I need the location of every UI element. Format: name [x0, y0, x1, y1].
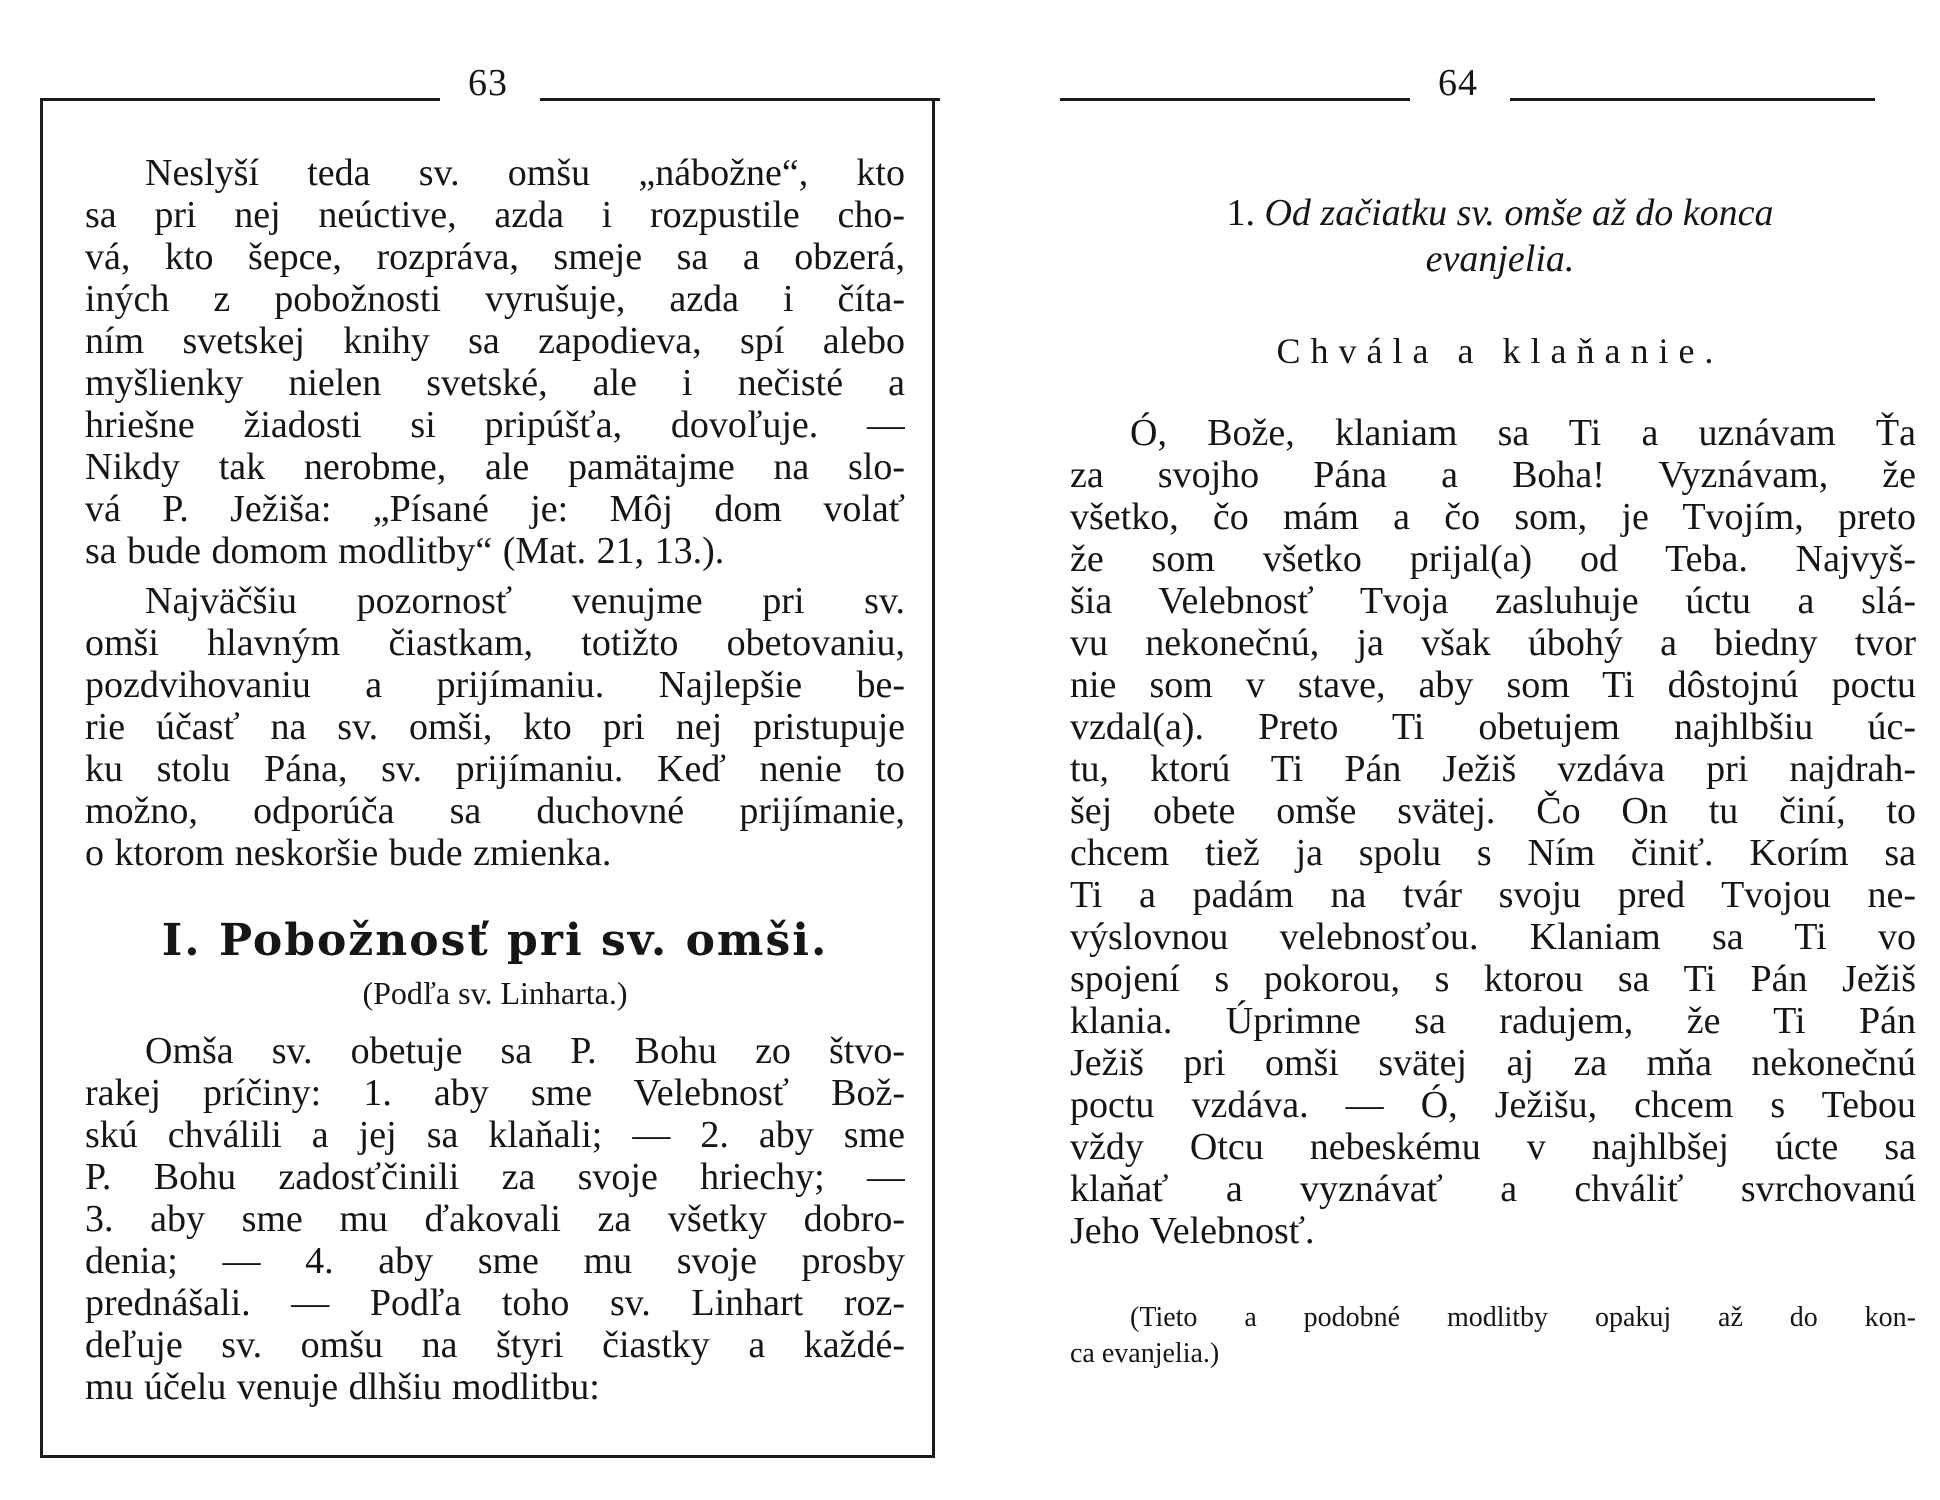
left-paragraph-2 [85, 580, 905, 874]
text-line: myšlienky nielen svetské, ale i nečisté a [85, 362, 905, 404]
section-title-text-1: Od začiatku sv. omše až do konca [1264, 192, 1774, 234]
text-line: iných z pobožnosti vyrušuje, azda i číta- [85, 278, 905, 320]
left-paragraph-1 [85, 152, 905, 572]
text-line: všetko, čo mám a čo som, je Tvojím, preto [1070, 496, 1916, 538]
prayer-note [1070, 1300, 1916, 1372]
text-line: vá P. Ježiša: „Písané je: Môj dom volať [85, 488, 905, 530]
text-line: poctu vzdáva. — Ó, Ježišu, chcem s Tebou [1070, 1084, 1916, 1126]
text-line: klania. Úprimne sa radujem, že Ti Pán [1070, 1000, 1916, 1042]
text-line: ním svetskej knihy sa zapodieva, spí alebo [85, 320, 905, 362]
right-page [1040, 0, 1940, 1500]
text-line: sa bude domom modlitby“ (Mat. 21, 13.). [85, 530, 725, 572]
text-line: vu nekonečnú, ja však úbohý a biedny tvor [1070, 622, 1916, 664]
text-line: Nikdy tak nerobme, ale pamätajme na slo- [85, 446, 905, 488]
text-line: vá, kto šepce, rozpráva, smeje sa a obzerá, [85, 236, 905, 278]
text-line: P. Bohu zadosťčinili za svoje hriechy; — [85, 1156, 905, 1198]
text-line: deľuje sv. omšu na štyri čiastky a každé- [85, 1324, 905, 1366]
text-line: 3. aby sme mu ďakovali za všetky dobro- [85, 1198, 905, 1240]
text-line: hriešne žiadosti si pripúšťa, dovoľuje. — [85, 404, 905, 446]
text-line: Neslyší teda sv. omšu „nábožne“, kto [145, 152, 905, 194]
text-line: sa pri nej neúctive, azda i rozpustile cho- [85, 194, 905, 236]
text-line: klaňať a vyznávať a chváliť svrchovanú [1070, 1168, 1916, 1210]
header-rule-right [1510, 98, 1875, 101]
section-heading: I. Pobožnosť pri sv. omši. [161, 915, 829, 966]
text-line: o ktorom neskoršie bude zmienka. [85, 832, 612, 874]
header-rule-left [1060, 98, 1410, 101]
text-line: prednášali. — Podľa toho sv. Linhart roz- [85, 1282, 905, 1324]
text-line: ca evanjelia.) [1070, 1338, 1220, 1369]
text-line: skú chválili a jej sa klaňali; — 2. aby sme [85, 1114, 905, 1156]
text-line: šia Velebnosť Tvoja zasluhuje úctu a slá- [1070, 580, 1916, 622]
text-line: Ti a padám na tvár svoju pred Tvojou ne- [1070, 874, 1916, 916]
text-line: mu účelu venuje dlhšiu modlitbu: [85, 1366, 600, 1408]
text-line: rakej príčiny: 1. aby sme Velebnosť Bož- [85, 1072, 905, 1114]
page-number-right: 64 [1438, 62, 1478, 104]
text-line: omši hlavným čiastkam, totižto obetovaniu, [85, 622, 905, 664]
section-title-line-2: evanjelia. [1425, 238, 1575, 280]
page-number-left: 63 [468, 62, 508, 104]
text-line: (Tieto a podobné modlitby opakuj až do kon- [1130, 1302, 1916, 1333]
text-line: možno, odporúča sa duchovné prijímanie, [85, 790, 905, 832]
text-line: Najväčšiu pozornosť venujme pri sv. [145, 580, 905, 622]
section-title [1070, 190, 1930, 282]
text-line: nie som v stave, aby som Ti dôstojnú poctu [1070, 664, 1916, 706]
prayer-subtitle: Chvála a klaňanie. [1276, 331, 1724, 371]
text-line: za svojho Pána a Boha! Vyznávam, že [1070, 454, 1916, 496]
text-line: rie účasť na sv. omši, kto pri nej pristupuje [85, 706, 905, 748]
text-line: pozdvihovaniu a prijímaniu. Najlepšie be- [85, 664, 905, 706]
text-line: vzdal(a). Preto Ti obetujem najhlbšiu úc- [1070, 706, 1916, 748]
section-title-line-1 [1070, 190, 1930, 236]
section-subheading: (Podľa sv. Linharta.) [362, 975, 628, 1011]
text-line: ku stolu Pána, sv. prijímaniu. Keď nenie to [85, 748, 905, 790]
text-line: vždy Otcu nebeskému v najhlbšej úcte sa [1070, 1126, 1916, 1168]
text-line: výslovnou velebnosťou. Klaniam sa Ti vo [1070, 916, 1916, 958]
text-line: chcem tiež ja spolu s Ním činiť. Korím sa [1070, 832, 1916, 874]
text-line: Ó, Bože, klaniam sa Ti a uznávam Ťa [1130, 412, 1916, 454]
left-paragraph-3 [85, 1030, 905, 1408]
left-page [0, 0, 960, 1500]
text-line: šej obete omše svätej. Čo On tu činí, to [1070, 790, 1916, 832]
text-line: že som všetko prijal(a) od Teba. Najvyš- [1070, 538, 1916, 580]
section-number: 1. [1226, 192, 1255, 234]
text-line: spojení s pokorou, s ktorou sa Ti Pán Ježiš [1070, 958, 1916, 1000]
right-paragraph-1 [1070, 412, 1916, 1252]
text-line: Ježiš pri omši svätej aj za mňa nekonečnú [1070, 1042, 1916, 1084]
text-line: tu, ktorú Ti Pán Ježiš vzdáva pri najdrah- [1070, 748, 1916, 790]
text-line: Jeho Velebnosť. [1070, 1210, 1315, 1252]
right-page-header [1040, 58, 1940, 118]
text-line: Omša sv. obetuje sa P. Bohu zo štvo- [145, 1030, 905, 1072]
text-line: denia; — 4. aby sme mu svoje prosby [85, 1240, 905, 1282]
